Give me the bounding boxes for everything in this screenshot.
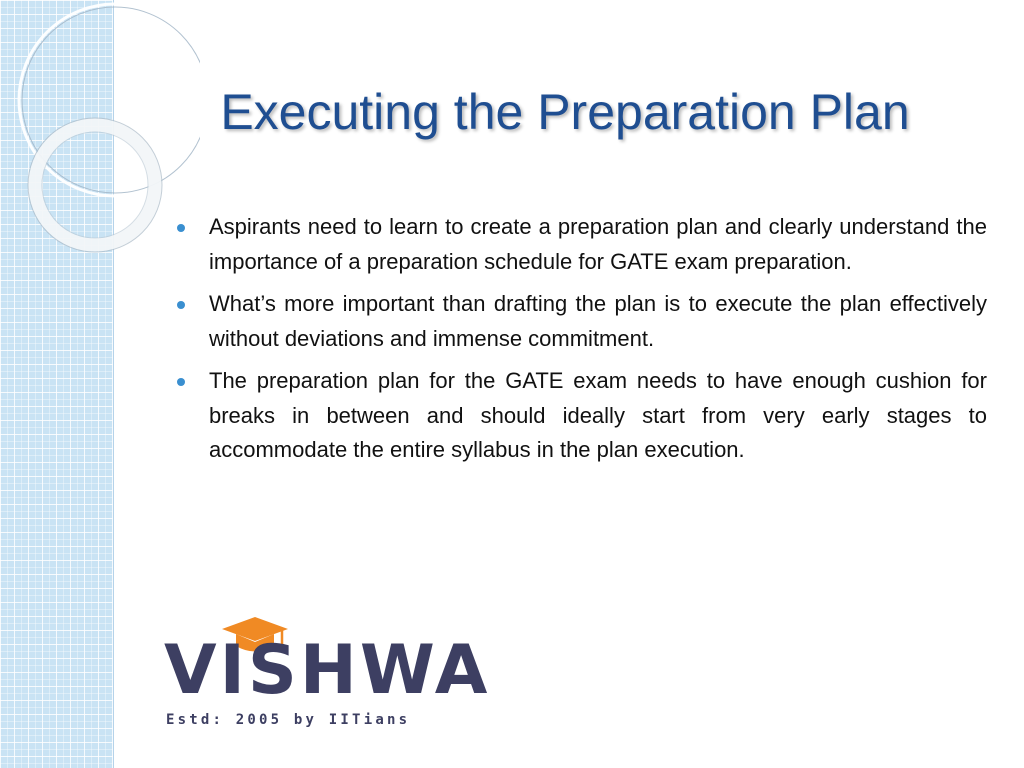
bullet-item	[172, 364, 987, 468]
bullet-text: The preparation plan for the GATE exam needs to have enough cushion for breaks in between and should ideally start from very early stages to accommodate the entire syllabus in the plan execution.	[209, 368, 987, 462]
bullet-text: What’s more important than drafting the plan is to execute the plan effectively without deviations and immense commitment.	[209, 291, 987, 351]
vishwa-logo	[160, 615, 491, 735]
bullet-item	[172, 287, 987, 356]
bullet-dot-icon	[177, 224, 185, 232]
bullet-item	[172, 210, 987, 279]
bullet-dot-icon	[177, 378, 185, 386]
bullet-list	[172, 210, 987, 476]
bullet-text: Aspirants need to learn to create a preparation plan and clearly understand the importance of a preparation schedule for GATE exam preparation.	[209, 214, 987, 274]
slide-title: Executing the Preparation Plan	[220, 84, 910, 140]
logo-wordmark: VISHWA	[164, 631, 491, 710]
bullet-dot-icon	[177, 301, 185, 309]
decorative-rings	[0, 0, 200, 300]
logo-tagline: Estd: 2005 by IITians	[166, 712, 411, 728]
